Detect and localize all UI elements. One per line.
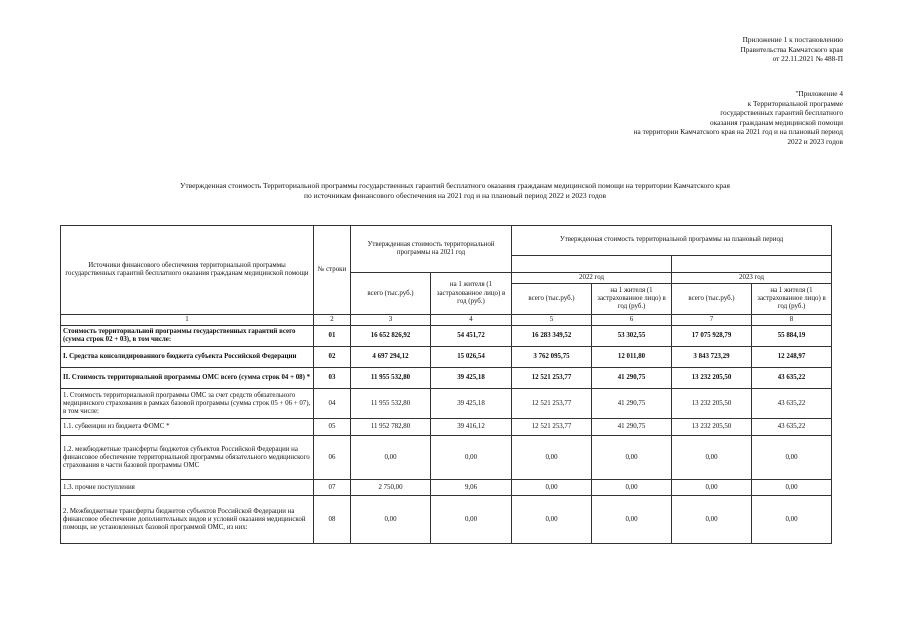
cell-2022-per-person: 53 302,55 bbox=[592, 326, 672, 347]
cell-2023-per-person: 0,00 bbox=[752, 496, 832, 544]
column-number: 5 bbox=[512, 315, 592, 326]
annex1-line: Приложение 1 к постановлению bbox=[742, 35, 843, 44]
cell-2021-total: 11 955 532,80 bbox=[351, 389, 431, 419]
table-row bbox=[61, 326, 832, 347]
row-source: II. Стоимость территориальной программы ОМС всего (сумма строк 04 + 08) * bbox=[61, 368, 314, 389]
cell-2021-total: 2 750,00 bbox=[351, 480, 431, 496]
cell-2021-total: 16 652 826,92 bbox=[351, 326, 431, 347]
cell-2022-total: 16 283 349,52 bbox=[512, 326, 592, 347]
cost-table bbox=[60, 225, 832, 544]
table-row bbox=[61, 419, 832, 436]
annex1-line: Правительства Камчатского края bbox=[740, 44, 843, 54]
document-title bbox=[60, 181, 850, 201]
table-row bbox=[61, 368, 832, 389]
column-number: 2 bbox=[314, 315, 351, 326]
column-number-row bbox=[61, 315, 832, 326]
row-source: 1.3. прочие поступления bbox=[61, 480, 314, 496]
row-number: 05 bbox=[314, 419, 351, 436]
cell-2022-total: 0,00 bbox=[512, 496, 592, 544]
cell-2021-total: 11 952 782,80 bbox=[351, 419, 431, 436]
row-source: I. Средства консолидированного бюджета субъекта Российской Федерации bbox=[61, 347, 314, 368]
cell-2023-total: 13 232 205,50 bbox=[672, 419, 752, 436]
cell-2023-per-person: 12 248,97 bbox=[752, 347, 832, 368]
header-planned-period: Утвержденная стоимость территориальной программы на плановый период bbox=[512, 226, 832, 256]
cell-2021-per-person: 39 425,18 bbox=[431, 368, 512, 389]
cell-2023-per-person: 43 635,22 bbox=[752, 368, 832, 389]
annex4-line: на территории Камчатского края на 2021 год и на плановый период bbox=[633, 127, 843, 137]
cell-2022-per-person: 41 290,75 bbox=[592, 419, 672, 436]
table-row bbox=[61, 436, 832, 480]
cell-2021-total: 11 955 532,80 bbox=[351, 368, 431, 389]
cell-2023-total: 3 843 723,29 bbox=[672, 347, 752, 368]
cell-2021-per-person: 0,00 bbox=[431, 436, 512, 480]
row-source: Стоимость территориальной программы государственных гарантий всего (сумма строк 02 + 03), в том числе: bbox=[61, 326, 314, 347]
header-source: Источники финансового обеспечения территориальной программы государственных гарантий бесплатного оказания гражданам медицинской помощи bbox=[61, 226, 314, 315]
header-2022-per-person: на 1 жителя (1 застрахованное лицо) в год (руб.) bbox=[592, 284, 672, 315]
annex4-line: к Территориальной программе bbox=[747, 98, 843, 108]
cell-2022-total: 0,00 bbox=[512, 480, 592, 496]
header-row-number: № строки bbox=[314, 226, 351, 315]
cell-2022-per-person: 41 290,75 bbox=[592, 389, 672, 419]
cell-2023-per-person: 55 884,19 bbox=[752, 326, 832, 347]
column-number: 3 bbox=[351, 315, 431, 326]
row-source: 2. Межбюджетные трансферты бюджетов субъектов Российской Федерации на финансовое обеспечение дополнительных видов и условий оказания медицинской помощи, не установленных базовой программой ОМС, из них: bbox=[61, 496, 314, 544]
cell-2023-total: 0,00 bbox=[672, 436, 752, 480]
cell-2022-total: 12 521 253,77 bbox=[512, 419, 592, 436]
column-number: 6 bbox=[592, 315, 672, 326]
header-year-2022: 2022 год bbox=[512, 273, 672, 284]
cell-2022-per-person: 12 011,80 bbox=[592, 347, 672, 368]
header-2021-per-person: на 1 жителя (1 застрахованное лицо) в год (руб.) bbox=[431, 273, 512, 315]
cell-2022-per-person: 0,00 bbox=[592, 496, 672, 544]
header-empty-cell bbox=[672, 256, 832, 273]
cell-2022-total: 3 762 095,75 bbox=[512, 347, 592, 368]
column-number: 7 bbox=[672, 315, 752, 326]
cell-2022-per-person: 0,00 bbox=[592, 436, 672, 480]
cell-2021-per-person: 54 451,72 bbox=[431, 326, 512, 347]
header-2021-total: всего (тыс.руб.) bbox=[351, 273, 431, 315]
row-number: 04 bbox=[314, 389, 351, 419]
cell-2021-per-person: 9,06 bbox=[431, 480, 512, 496]
row-source: 1.1. субвенции из бюджета ФОМС * bbox=[61, 419, 314, 436]
cell-2021-total: 4 697 294,12 bbox=[351, 347, 431, 368]
cell-2023-per-person: 43 635,22 bbox=[752, 419, 832, 436]
cell-2021-per-person: 39 416,12 bbox=[431, 419, 512, 436]
header-2023-total: всего (тыс.руб.) bbox=[672, 284, 752, 315]
row-number: 01 bbox=[314, 326, 351, 347]
header-2023-per-person: на 1 жителя (1 застрахованное лицо) в год (руб.) bbox=[752, 284, 832, 315]
table-row bbox=[61, 496, 832, 544]
row-number: 07 bbox=[314, 480, 351, 496]
annex4-line: "Приложение 4 bbox=[795, 89, 843, 98]
cell-2022-total: 12 521 253,77 bbox=[512, 368, 592, 389]
annex4-line: государственных гарантий бесплатного bbox=[720, 108, 843, 118]
annex4-line: 2022 и 2023 годов bbox=[787, 136, 843, 146]
cell-2021-total: 0,00 bbox=[351, 436, 431, 480]
row-number: 03 bbox=[314, 368, 351, 389]
cell-2021-total: 0,00 bbox=[351, 496, 431, 544]
table-row bbox=[61, 347, 832, 368]
table-row bbox=[61, 480, 832, 496]
column-number: 4 bbox=[431, 315, 512, 326]
cell-2021-per-person: 39 425,18 bbox=[431, 389, 512, 419]
annex1-reference bbox=[740, 35, 843, 64]
header-empty-cell bbox=[512, 256, 672, 273]
cell-2022-per-person: 41 290,75 bbox=[592, 368, 672, 389]
cell-2023-total: 17 075 928,79 bbox=[672, 326, 752, 347]
row-number: 02 bbox=[314, 347, 351, 368]
cell-2023-total: 13 232 205,50 bbox=[672, 368, 752, 389]
annex1-line: от 22.11.2021 № 488-П bbox=[772, 54, 843, 64]
header-2022-total: всего (тыс.руб.) bbox=[512, 284, 592, 315]
cell-2023-total: 0,00 bbox=[672, 496, 752, 544]
cell-2023-total: 0,00 bbox=[672, 480, 752, 496]
annex4-line: оказания гражданам медицинской помощи bbox=[710, 117, 843, 127]
column-number: 8 bbox=[752, 315, 832, 326]
cell-2022-total: 12 521 253,77 bbox=[512, 389, 592, 419]
row-source: 1.2. межбюджетные трансферты бюджетов субъектов Российской Федерации на финансовое обеспечение территориальной программы обязательного медицинского страхования в части базовой программы ОМС bbox=[61, 436, 314, 480]
header-approved-2021: Утвержденная стоимость территориальной программы на 2021 год bbox=[351, 226, 512, 273]
row-number: 08 bbox=[314, 496, 351, 544]
cell-2021-per-person: 15 026,54 bbox=[431, 347, 512, 368]
cell-2022-per-person: 0,00 bbox=[592, 480, 672, 496]
annex4-reference bbox=[634, 89, 843, 147]
title-line-1: Утвержденная стоимость Территориальной программы государственных гарантий бесплатного оказания гражданам медицинской помощи на территории Камчатского края bbox=[180, 181, 730, 190]
column-number: 1 bbox=[61, 315, 314, 326]
cell-2023-per-person: 0,00 bbox=[752, 436, 832, 480]
cell-2023-total: 13 232 205,50 bbox=[672, 389, 752, 419]
cell-2023-per-person: 0,00 bbox=[752, 480, 832, 496]
header-year-2023: 2023 год bbox=[672, 273, 832, 284]
row-source: 1. Стоимость территориальной программы ОМС за счет средств обязательного медицинского страхования в рамках базовой программы (сумма строк 05 + 06 + 07), в том числе: bbox=[61, 389, 314, 419]
cell-2022-total: 0,00 bbox=[512, 436, 592, 480]
row-number: 06 bbox=[314, 436, 351, 480]
title-line-2: по источникам финансового обеспечения на 2021 год и на плановый период 2022 и 2023 годов bbox=[303, 190, 607, 200]
table-row bbox=[61, 389, 832, 419]
cell-2021-per-person: 0,00 bbox=[431, 496, 512, 544]
cell-2023-per-person: 43 635,22 bbox=[752, 389, 832, 419]
header-row-1 bbox=[61, 226, 832, 256]
